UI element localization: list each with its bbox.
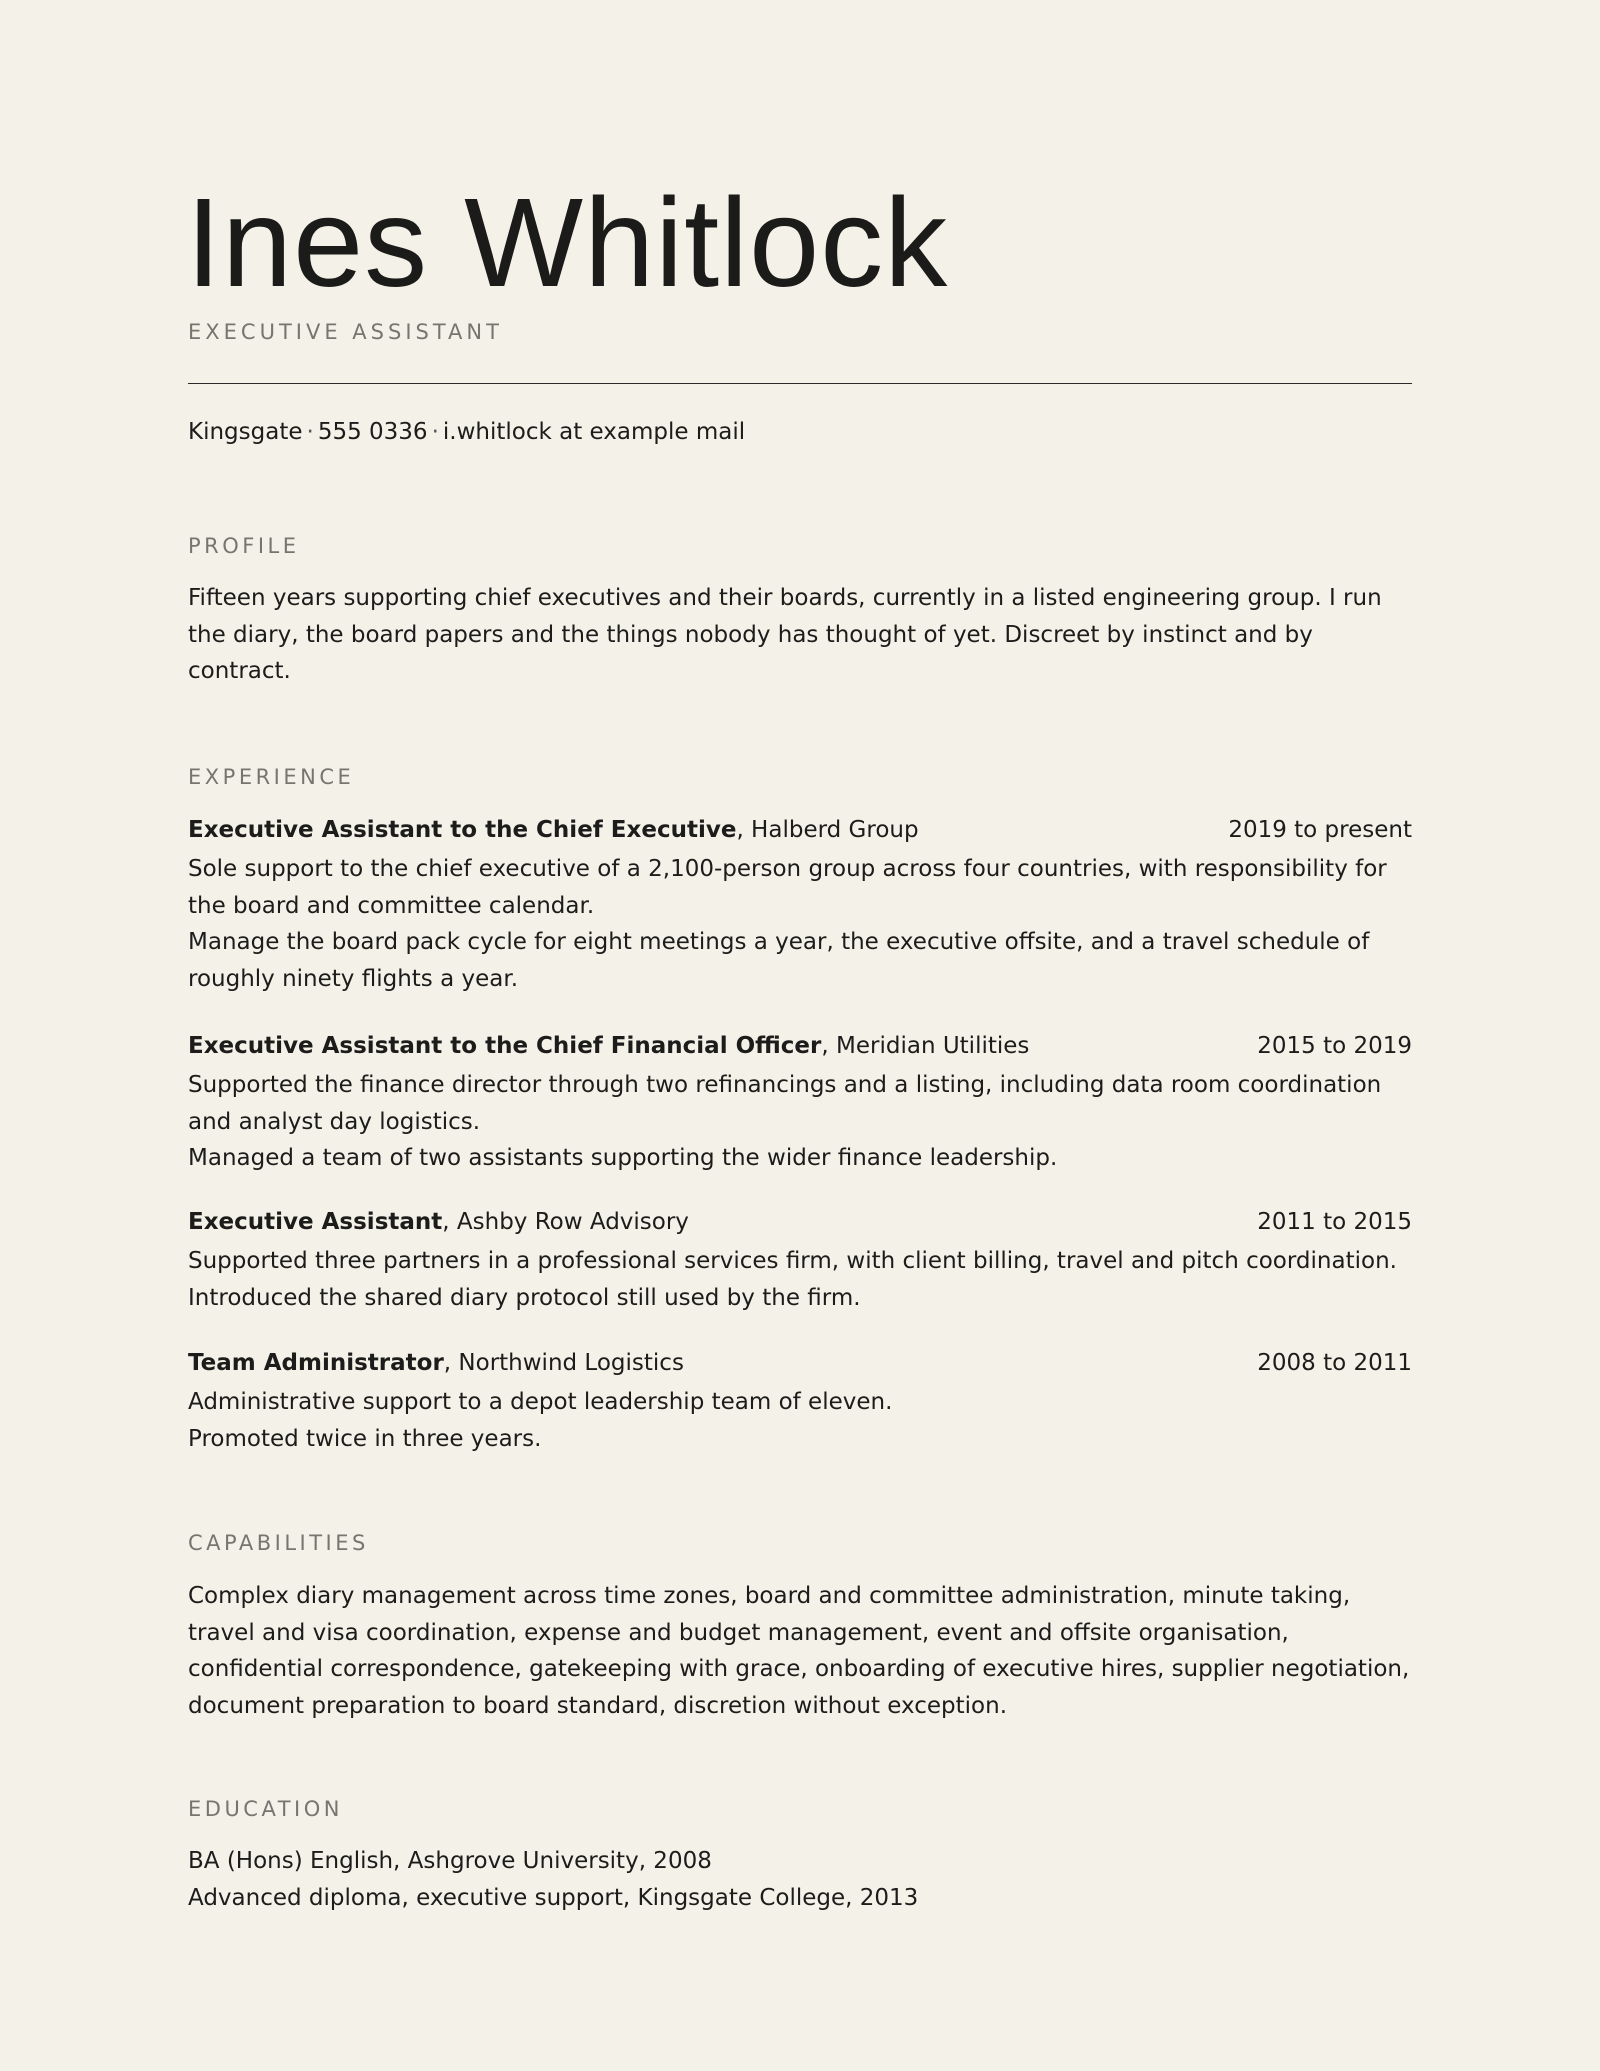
job-line: Administrative support to a depot leadership team of eleven.: [188, 1389, 893, 1415]
job-header: [188, 1028, 1412, 1064]
section-label-capabilities: CAPABILITIES: [188, 1531, 369, 1555]
job-role: [188, 1204, 689, 1240]
contact-separator: ·: [306, 419, 314, 445]
job-description: [188, 1384, 1412, 1457]
job-line: Supported the finance director through two refinancings and a listing, including data room coordination and analyst day logistics.: [188, 1072, 1382, 1135]
section-label-profile: PROFILE: [188, 534, 300, 558]
job-dates: 2015 to 2019: [1257, 1033, 1412, 1059]
job-line: Sole support to the chief executive of a 2,100-person group across four countries, with responsibility for the board and committee calendar.: [188, 856, 1387, 919]
contact-separator: ·: [431, 419, 439, 445]
candidate-role: EXECUTIVE ASSISTANT: [188, 320, 503, 344]
experience-item: [188, 812, 1412, 997]
education-item: Advanced diploma, executive support, Kingsgate College, 2013: [188, 1884, 919, 1911]
capabilities-text: Complex diary management across time zones, board and committee administration, minute taking, travel and visa coordination, expense and budget management, event and offsite organisation, confidential correspondence, gatekeeping with grace, onboarding of executive hires, supplier negotiation, document preparation to board standard, discretion without exception.: [188, 1583, 1410, 1719]
experience-item: [188, 1345, 1412, 1457]
job-line: Supported three partners in a professional services firm, with client billing, travel and pitch coordination.: [188, 1248, 1397, 1274]
job-description: [188, 851, 1412, 997]
job-company: , Ashby Row Advisory: [442, 1209, 689, 1235]
job-description: [188, 1243, 1412, 1316]
contact-email: i.whitlock at example mail: [442, 419, 746, 445]
experience-item: [188, 1204, 1412, 1316]
education-list: [188, 1843, 1414, 1916]
contact-phone: 555 0336: [317, 419, 428, 445]
job-dates: 2019 to present: [1228, 817, 1412, 843]
education-item: BA (Hons) English, Ashgrove University, 2008: [188, 1848, 712, 1874]
job-company: , Halberd Group: [736, 817, 919, 843]
job-title: Executive Assistant to the Chief Executive: [188, 817, 737, 843]
section-label-experience: EXPERIENCE: [188, 765, 355, 789]
profile-text: Fifteen years supporting chief executives and their boards, currently in a listed engineering group. I run the diary, the board papers and the things nobody has thought of yet. Discreet by instinct and by contract.: [188, 585, 1382, 684]
job-role: [188, 812, 919, 848]
job-line: Managed a team of two assistants supporting the wider finance leadership.: [188, 1145, 1058, 1171]
experience-item: [188, 1028, 1412, 1177]
job-title: Executive Assistant: [188, 1209, 443, 1235]
contact-location: Kingsgate: [188, 419, 303, 445]
job-line: Promoted twice in three years.: [188, 1425, 542, 1452]
job-dates: 2008 to 2011: [1257, 1350, 1412, 1376]
job-header: [188, 1204, 1412, 1240]
section-label-education: EDUCATION: [188, 1797, 343, 1821]
job-title: Team Administrator: [188, 1350, 444, 1376]
job-description: [188, 1067, 1412, 1177]
contact-line: [188, 414, 745, 450]
job-title: Executive Assistant to the Chief Financial Officer: [188, 1033, 822, 1059]
job-line: Manage the board pack cycle for eight meetings a year, the executive offsite, and a travel schedule of roughly ninety flights a year.: [188, 929, 1370, 992]
job-role: [188, 1028, 1029, 1064]
job-line: Introduced the shared diary protocol still used by the firm.: [188, 1284, 861, 1311]
job-company: , Meridian Utilities: [821, 1033, 1030, 1059]
header-divider: [188, 383, 1412, 384]
job-header: [188, 1345, 1412, 1381]
job-dates: 2011 to 2015: [1257, 1209, 1412, 1235]
job-header: [188, 812, 1412, 848]
job-role: [188, 1345, 684, 1381]
job-company: , Northwind Logistics: [443, 1350, 684, 1376]
candidate-name: Ines Whitlock: [186, 172, 949, 313]
